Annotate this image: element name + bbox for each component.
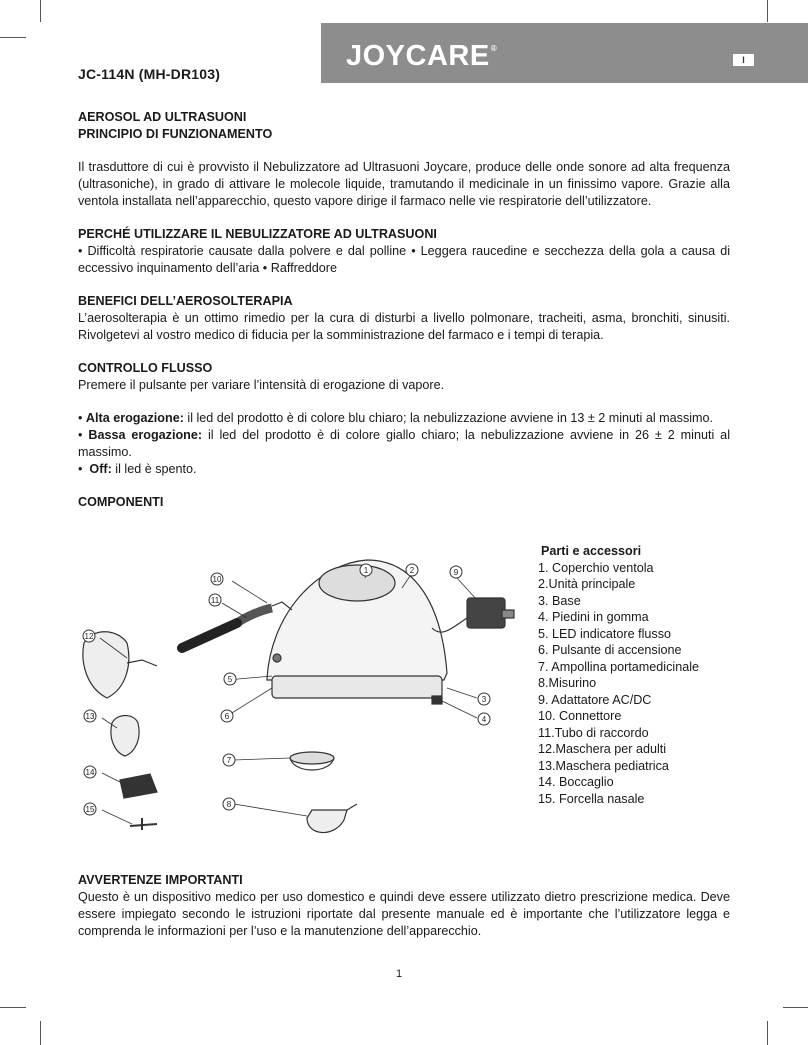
svg-text:6: 6 [224,712,230,721]
flow-paragraph: Premere il pulsante per variare l’intensità di erogazione di vapore. [78,378,445,392]
crop-mark [783,1007,808,1008]
callout-12 [83,630,95,642]
brand-name: JOYCARE [346,40,490,72]
parts-list [538,543,699,807]
svg-text:13: 13 [85,712,95,721]
callout-1 [360,564,372,576]
registered-mark: ® [490,44,498,53]
parts-list-item: 6. Pulsante di accensione [538,643,682,657]
crop-mark [40,0,41,22]
callout-6 [221,710,233,722]
low-flow-item: • Bassa erogazione: il led del prodotto è di colore giallo chiaro; la nebulizzazione avviene in 26 ± 2 minuti al massimo. [78,428,730,459]
off-label: Off: [89,462,112,476]
callout-9 [450,566,462,578]
callout-8 [223,798,235,810]
parts-list-item: 10. Connettore [538,709,622,723]
svg-text:3: 3 [481,695,487,704]
parts-list-item: 8.Misurino [538,676,597,690]
svg-text:4: 4 [481,715,487,724]
language-tab: I [733,54,754,66]
svg-text:10: 10 [212,575,222,584]
power-button [273,654,281,662]
svg-text:9: 9 [453,568,459,577]
svg-text:5: 5 [227,675,233,684]
pediatric-mask [111,716,139,757]
benefits-paragraph: L’aerosolterapia è un ottimo rimedio per la cura di disturbi a livello polmonare, tracheiti, asma, bronchiti, sinusiti. Rivolgetevi al vostro medico di fiducia per la somministrazione del farmaco e i tempi di terapia. [78,311,730,342]
callout-14 [84,766,96,778]
callout-11 [209,594,221,606]
svg-text:14: 14 [85,768,95,777]
warnings-title: AVVERTENZE IMPORTANTI [78,873,243,887]
svg-text:12: 12 [84,632,94,641]
section-title: PRINCIPIO DI FUNZIONAMENTO [78,127,273,141]
flow-title: CONTROLLO FLUSSO [78,361,213,375]
fan-cover [319,565,395,601]
why-paragraph: • Difficoltà respiratorie causate dalla polvere e dal polline • Leggera raucedine e secchezza della gola a causa di eccessivo inquinamento dell’aria • Raffreddore [78,244,730,275]
svg-text:7: 7 [226,756,232,765]
section-title: AEROSOL AD ULTRASUONI [78,110,247,124]
crop-mark [40,1021,41,1045]
components-title: COMPONENTI [78,495,164,509]
callout-4 [478,713,490,725]
parts-list-item: 4. Piedini in gomma [538,610,649,624]
high-flow-label: Alta erogazione: [85,411,184,425]
base [272,676,442,698]
benefits-title: BENEFICI DELL’AEROSOLTERAPIA [78,294,293,308]
model-number: JC-114N (MH-DR103) [78,66,221,82]
mouthpiece [120,774,157,798]
connector [272,602,292,610]
callout-15 [84,803,96,815]
parts-list-item: 3. Base [538,593,581,608]
crop-mark [767,0,768,22]
warnings-paragraph: Questo è un dispositivo medico per uso domestico e quindi deve essere utilizzato dietro prescrizione medica. Deve essere impiegato secondo le istruzioni riportate dal presente manuale ed è importante che l’utilizzatore legga e comprenda le informazioni per l’uso e la manutenzione dell’apparecchio. [78,890,730,938]
crop-mark [0,37,26,38]
brand-logo [346,40,497,73]
parts-list-item: 7. Ampollina portamedicinale [538,659,700,674]
callout-2 [406,564,418,576]
parts-list-item: 5. LED indicatore flusso [538,626,672,641]
svg-text:11: 11 [210,596,220,605]
parts-list-item: 15. Forcella nasale [538,791,645,806]
parts-list-item: 9. Adattatore AC/DC [538,692,652,707]
parts-list-item: 1. Coperchio ventola [538,560,654,575]
svg-text:8: 8 [226,800,232,809]
components-diagram [72,548,534,848]
page-number: 1 [396,968,403,980]
parts-list-item: 11.Tubo di raccordo [538,725,649,740]
nasal-fork [130,818,157,830]
high-flow-item: • Alta erogazione: il led del prodotto è di colore blu chiaro; la nebulizzazione avviene in 13 ± 2 minuti al massimo. [78,411,714,425]
why-title: PERCHÉ UTILIZZARE IL NEBULIZZATORE AD ULTRASUONI [78,227,437,241]
crop-mark [767,1021,768,1045]
measuring-cup [307,810,347,833]
low-flow-text: il led del prodotto è di colore giallo chiaro; la nebulizzazione avviene in 26 ± 2 minuti al massimo. [78,428,730,459]
main-content [78,109,730,511]
svg-text:1: 1 [363,566,369,575]
medicine-cup [290,752,334,764]
parts-list-item: 13.Maschera pediatrica [538,758,669,773]
high-flow-text: il led del prodotto è di colore blu chiaro; la nebulizzazione avviene in 13 ± 2 minuti al massimo. [183,411,714,425]
ac-adapter [467,598,505,628]
callout-7 [223,754,235,766]
callout-13 [84,710,96,722]
svg-text:15: 15 [85,805,95,814]
callout-3 [478,693,490,705]
parts-list-item: 2.Unità principale [538,577,636,591]
crop-mark [0,1007,26,1008]
parts-list-item: 12.Maschera per adulti [538,742,667,756]
low-flow-label: Bassa erogazione: [88,428,203,442]
callout-10 [211,573,223,585]
off-text: il led è spento. [111,462,197,476]
parts-list-item: 14. Boccaglio [538,775,614,789]
parts-title: Parti e accessori [541,544,642,558]
off-item: • Off: il led è spento. [78,462,197,476]
svg-text:2: 2 [409,566,415,575]
callout-5 [224,673,236,685]
intro-paragraph: Il trasduttore di cui è provvisto il Nebulizzatore ad Ultrasuoni Joycare, produce delle onde sonore ad alta frequenza (ultrasoniche), in grado di attivare le molecole liquide, tramutando il medicinale in un finissimo vapore. Grazie alla ventola installata nell’apparecchio, questo vapore dirige il farmaco nelle vie respiratorie dell’utilizzatore. [78,160,730,208]
warnings-section [78,872,730,940]
